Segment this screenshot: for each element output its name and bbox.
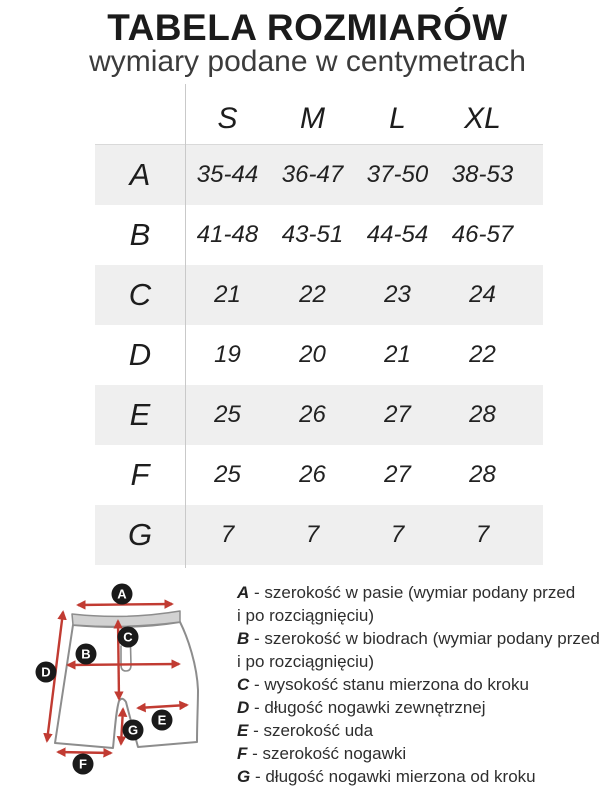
size-value: 37-50 bbox=[366, 161, 429, 188]
size-value: 28 bbox=[469, 401, 496, 428]
size-value: 43-51 bbox=[281, 221, 344, 248]
size-value: 21 bbox=[214, 281, 241, 308]
size-value: 22 bbox=[469, 341, 496, 368]
page-subtitle: wymiary podane w centymetrach bbox=[89, 45, 526, 78]
measure-arrow-a bbox=[78, 604, 172, 605]
badge-g bbox=[123, 720, 144, 741]
row-label-g: G bbox=[127, 517, 153, 552]
row-label-c: C bbox=[128, 277, 152, 312]
size-value: 35-44 bbox=[196, 161, 259, 188]
size-value: 25 bbox=[214, 401, 241, 428]
size-value: 36-47 bbox=[281, 161, 344, 188]
legend-line bbox=[237, 696, 615, 719]
legend-text: - szerokość w biodrach (wymiar podany przed bbox=[249, 629, 600, 648]
page-title: TABELA ROZMIARÓW bbox=[107, 7, 508, 48]
legend-text: - długość nogawki zewnętrznej bbox=[249, 698, 486, 717]
legend-line bbox=[237, 742, 615, 765]
column-header-s: S bbox=[217, 101, 238, 135]
row-label-d: D bbox=[128, 337, 152, 372]
size-value: 26 bbox=[299, 401, 326, 428]
waistband bbox=[72, 611, 180, 626]
legend-text: i po rozciągnięciu) bbox=[237, 652, 375, 671]
size-value: 27 bbox=[384, 401, 411, 428]
table-vertical-divider bbox=[185, 84, 186, 568]
size-value: 41-48 bbox=[196, 221, 259, 248]
svg-text:A: A bbox=[117, 586, 127, 602]
badge-f bbox=[73, 754, 94, 775]
size-value: 38-53 bbox=[451, 161, 514, 188]
size-value: 27 bbox=[384, 461, 411, 488]
column-header-m: M bbox=[300, 101, 325, 135]
row-label-e: E bbox=[129, 397, 151, 432]
size-value: 21 bbox=[384, 341, 411, 368]
size-value: 23 bbox=[384, 281, 411, 308]
legend-line bbox=[237, 581, 615, 604]
size-value: 22 bbox=[299, 281, 326, 308]
legend-line bbox=[237, 604, 615, 627]
size-table bbox=[95, 93, 543, 565]
measurement-legend bbox=[237, 581, 615, 788]
svg-text:G: G bbox=[127, 722, 139, 738]
size-value: 20 bbox=[299, 341, 326, 368]
badge-c bbox=[118, 627, 139, 648]
shorts-measurement-diagram bbox=[0, 580, 230, 796]
legend-text: - długość nogawki mierzona od kroku bbox=[250, 767, 536, 786]
table-row bbox=[95, 265, 543, 325]
size-value: 24 bbox=[469, 281, 496, 308]
size-value: 28 bbox=[469, 461, 496, 488]
row-label-f: F bbox=[130, 457, 150, 492]
svg-text:B: B bbox=[81, 646, 91, 662]
table-row bbox=[95, 325, 543, 385]
table-row bbox=[95, 505, 543, 565]
svg-text:F: F bbox=[79, 756, 87, 772]
legend-line bbox=[237, 650, 615, 673]
badge-a bbox=[112, 584, 133, 605]
table-header-row bbox=[95, 93, 543, 145]
table-row bbox=[95, 385, 543, 445]
badge-d bbox=[36, 662, 57, 683]
table-row bbox=[95, 205, 543, 265]
row-label-a: A bbox=[129, 157, 151, 192]
svg-text:C: C bbox=[123, 629, 133, 645]
size-value: 26 bbox=[299, 461, 326, 488]
size-value: 7 bbox=[305, 521, 320, 548]
column-header-l: L bbox=[389, 101, 406, 135]
row-label-b: B bbox=[129, 217, 151, 252]
legend-text: - wysokość stanu mierzona do kroku bbox=[249, 675, 529, 694]
legend-text: i po rozciągnięciu) bbox=[237, 606, 375, 625]
size-value: 44-54 bbox=[366, 221, 429, 248]
svg-text:E: E bbox=[157, 712, 167, 728]
legend-key: A bbox=[237, 583, 250, 602]
size-value: 46-57 bbox=[451, 221, 514, 248]
measure-arrow-f bbox=[58, 752, 111, 753]
table-row bbox=[95, 145, 543, 205]
size-value: 7 bbox=[390, 521, 405, 548]
legend-key: E bbox=[237, 721, 249, 740]
legend-text: - szerokość w pasie (wymiar podany przed bbox=[249, 583, 576, 602]
legend-key: B bbox=[237, 629, 250, 648]
size-value: 19 bbox=[214, 341, 241, 368]
legend-line bbox=[237, 627, 615, 650]
legend-key: D bbox=[237, 698, 250, 717]
legend-text: - szerokość uda bbox=[248, 721, 374, 740]
legend-line bbox=[237, 719, 615, 742]
size-value: 7 bbox=[220, 521, 235, 548]
legend-key: F bbox=[237, 744, 248, 763]
legend-key: C bbox=[237, 675, 250, 694]
size-value: 25 bbox=[214, 461, 241, 488]
legend-key: G bbox=[237, 767, 251, 786]
size-value: 7 bbox=[475, 521, 490, 548]
badge-b bbox=[76, 644, 97, 665]
legend-line bbox=[237, 673, 615, 696]
svg-text:D: D bbox=[41, 664, 51, 680]
legend-line bbox=[237, 765, 615, 788]
table-row bbox=[95, 445, 543, 505]
badge-e bbox=[152, 710, 173, 731]
measure-arrow-g bbox=[121, 709, 123, 744]
column-header-xl: XL bbox=[464, 101, 501, 135]
legend-text: - szerokość nogawki bbox=[247, 744, 407, 763]
